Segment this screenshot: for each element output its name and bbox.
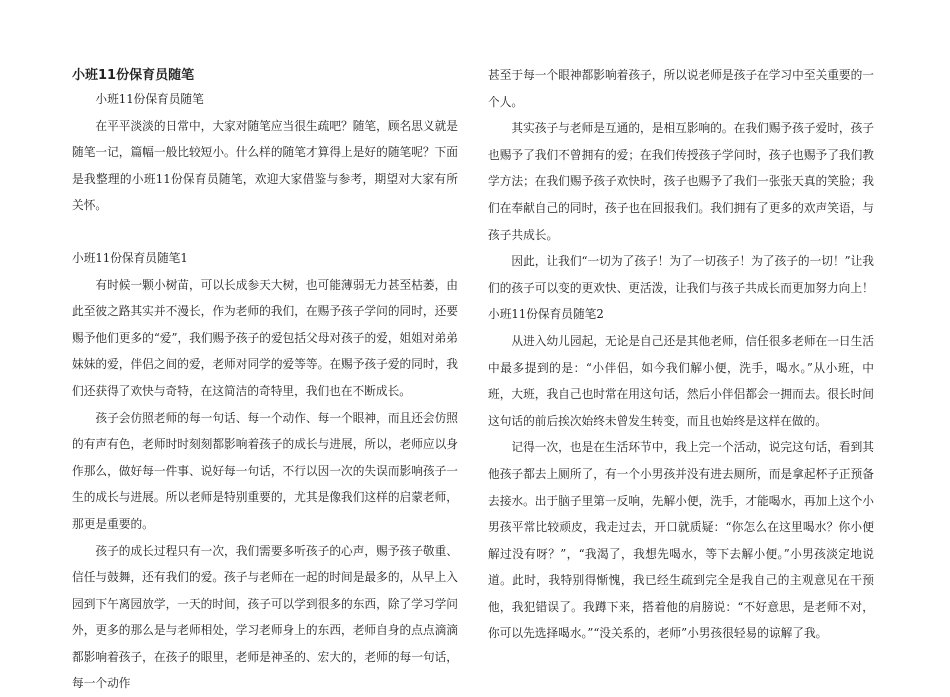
left-column-body bbox=[72, 86, 458, 697]
paragraph: 孩子会仿照老师的每一句话、每一个动作、每一个眼神，而且还会仿照的有声有色，老师时时刻刻都影响着孩子的成长与进展，所以，老师应以身作那么，做好每一件事、说好每一句话，不行以因一次的失误而影响孩子一生的成长与进展。所以老师是特别重要的，尤其是像我们这样的启蒙老师，那更是重要的。 bbox=[72, 405, 458, 538]
paragraph: 甚至于每一个眼神都影响着孩子，所以说老师是孩子在学习中至关重要的一个人。 bbox=[488, 62, 874, 115]
paragraph: 有时候一颗小树苗，可以长成参天大树，也可能薄弱无力甚至枯萎，由此至彼之路其实并不漫长，作为老师的我们，在赐予孩子学问的同时，还要赐予他们更多的“爱”，我们赐予孩子的爱包括父母对孩子的爱，姐姐对弟弟妹妹的爱，伴侣之间的爱，老师对同学的爱等等。在赐予孩子爱的同时，我们还获得了欢快与奇特，在这简洁的奇特里，我们也在不断成长。 bbox=[72, 272, 458, 405]
paragraph-gap bbox=[72, 219, 458, 245]
section-heading: 小班11份保育员随笔2 bbox=[488, 301, 874, 328]
paragraph: 孩子的成长过程只有一次，我们需要多听孩子的心声，赐予孩子敬重、信任与鼓舞，还有我们的爱。孩子与老师在一起的时间是最多的，从早上入园到下午离园放学，一天的时间，孩子可以学到很多的东西，除了学习学问外，更多的那么是与老师相处，学习老师身上的东西，老师自身的点点滴滴都影响着孩子，在孩子的眼里，老师是神圣的、宏大的，老师的每一句话，每一个动作 bbox=[72, 538, 458, 697]
section-heading: 小班11份保育员随笔1 bbox=[72, 245, 458, 272]
document-title: 小班11份保育员随笔 bbox=[72, 66, 458, 86]
paragraph: 记得一次，也是在生活环节中，我上完一个活动，说完这句话，看到其他孩子都去上厕所了，有一个小男孩并没有进去厕所，而是拿起杯子正预备去接水。出于脑子里第一反响，先解小便，洗手，才能喝水，再加上这个小男孩平常比较顽皮，我走过去，开口就质疑：“你怎么在这里喝水？你小便解过没有呀？”，“我渴了，我想先喝水，等下去解小便。”小男孩淡定地说道。此时，我特别得惭愧，我已经生疏到完全是我自己的主观意见在干预他，我犯错误了。我蹲下来，搭着他的肩膀说：“不好意思，是老师不对，你可以先选择喝水。”“没关系的，老师”小男孩很轻易的谅解了我。 bbox=[488, 434, 874, 647]
left-column bbox=[72, 66, 458, 697]
paragraph: 因此，让我们“一切为了孩子！为了一切孩子！为了孩子的一切！”让我们的孩子可以变的更欢快、更活泼，让我们与孩子共成长而更加努力向上！ bbox=[488, 248, 874, 301]
paragraph: 小班11份保育员随笔 bbox=[72, 86, 458, 113]
paragraph: 其实孩子与老师是互通的，是相互影响的。在我们赐予孩子爱时，孩子也赐予了我们不曾拥有的爱；在我们传授孩子学问时，孩子也赐予了我们教学方法；在我们赐予孩子欢快时，孩子也赐予了我们一张张天真的笑脸；我们在奉献自己的同时，孩子也在回报我们。我们拥有了更多的欢声笑语，与孩子共成长。 bbox=[488, 115, 874, 248]
paragraph: 从进入幼儿园起，无论是自己还是其他老师，信任很多老师在一日生活中最多提到的是：“小伴侣，如今我们解小便，洗手，喝水。”从小班，中班，大班，我自己也时常在用这句话，然后小伴侣都会一拥而去。很长时间这句话的前后挨次始终未曾发生转变，而且也始终是这样在做的。 bbox=[488, 328, 874, 434]
paragraph: 在平平淡淡的日常中，大家对随笔应当很生疏吧？随笔，顾名思义就是随笔一记，篇幅一般比较短小。什么样的随笔才算得上是好的随笔呢？下面是我整理的小班11份保育员随笔，欢迎大家借鉴与参考，期望对大家有所关怀。 bbox=[72, 113, 458, 219]
right-column bbox=[488, 62, 874, 647]
right-column-body bbox=[488, 62, 874, 647]
